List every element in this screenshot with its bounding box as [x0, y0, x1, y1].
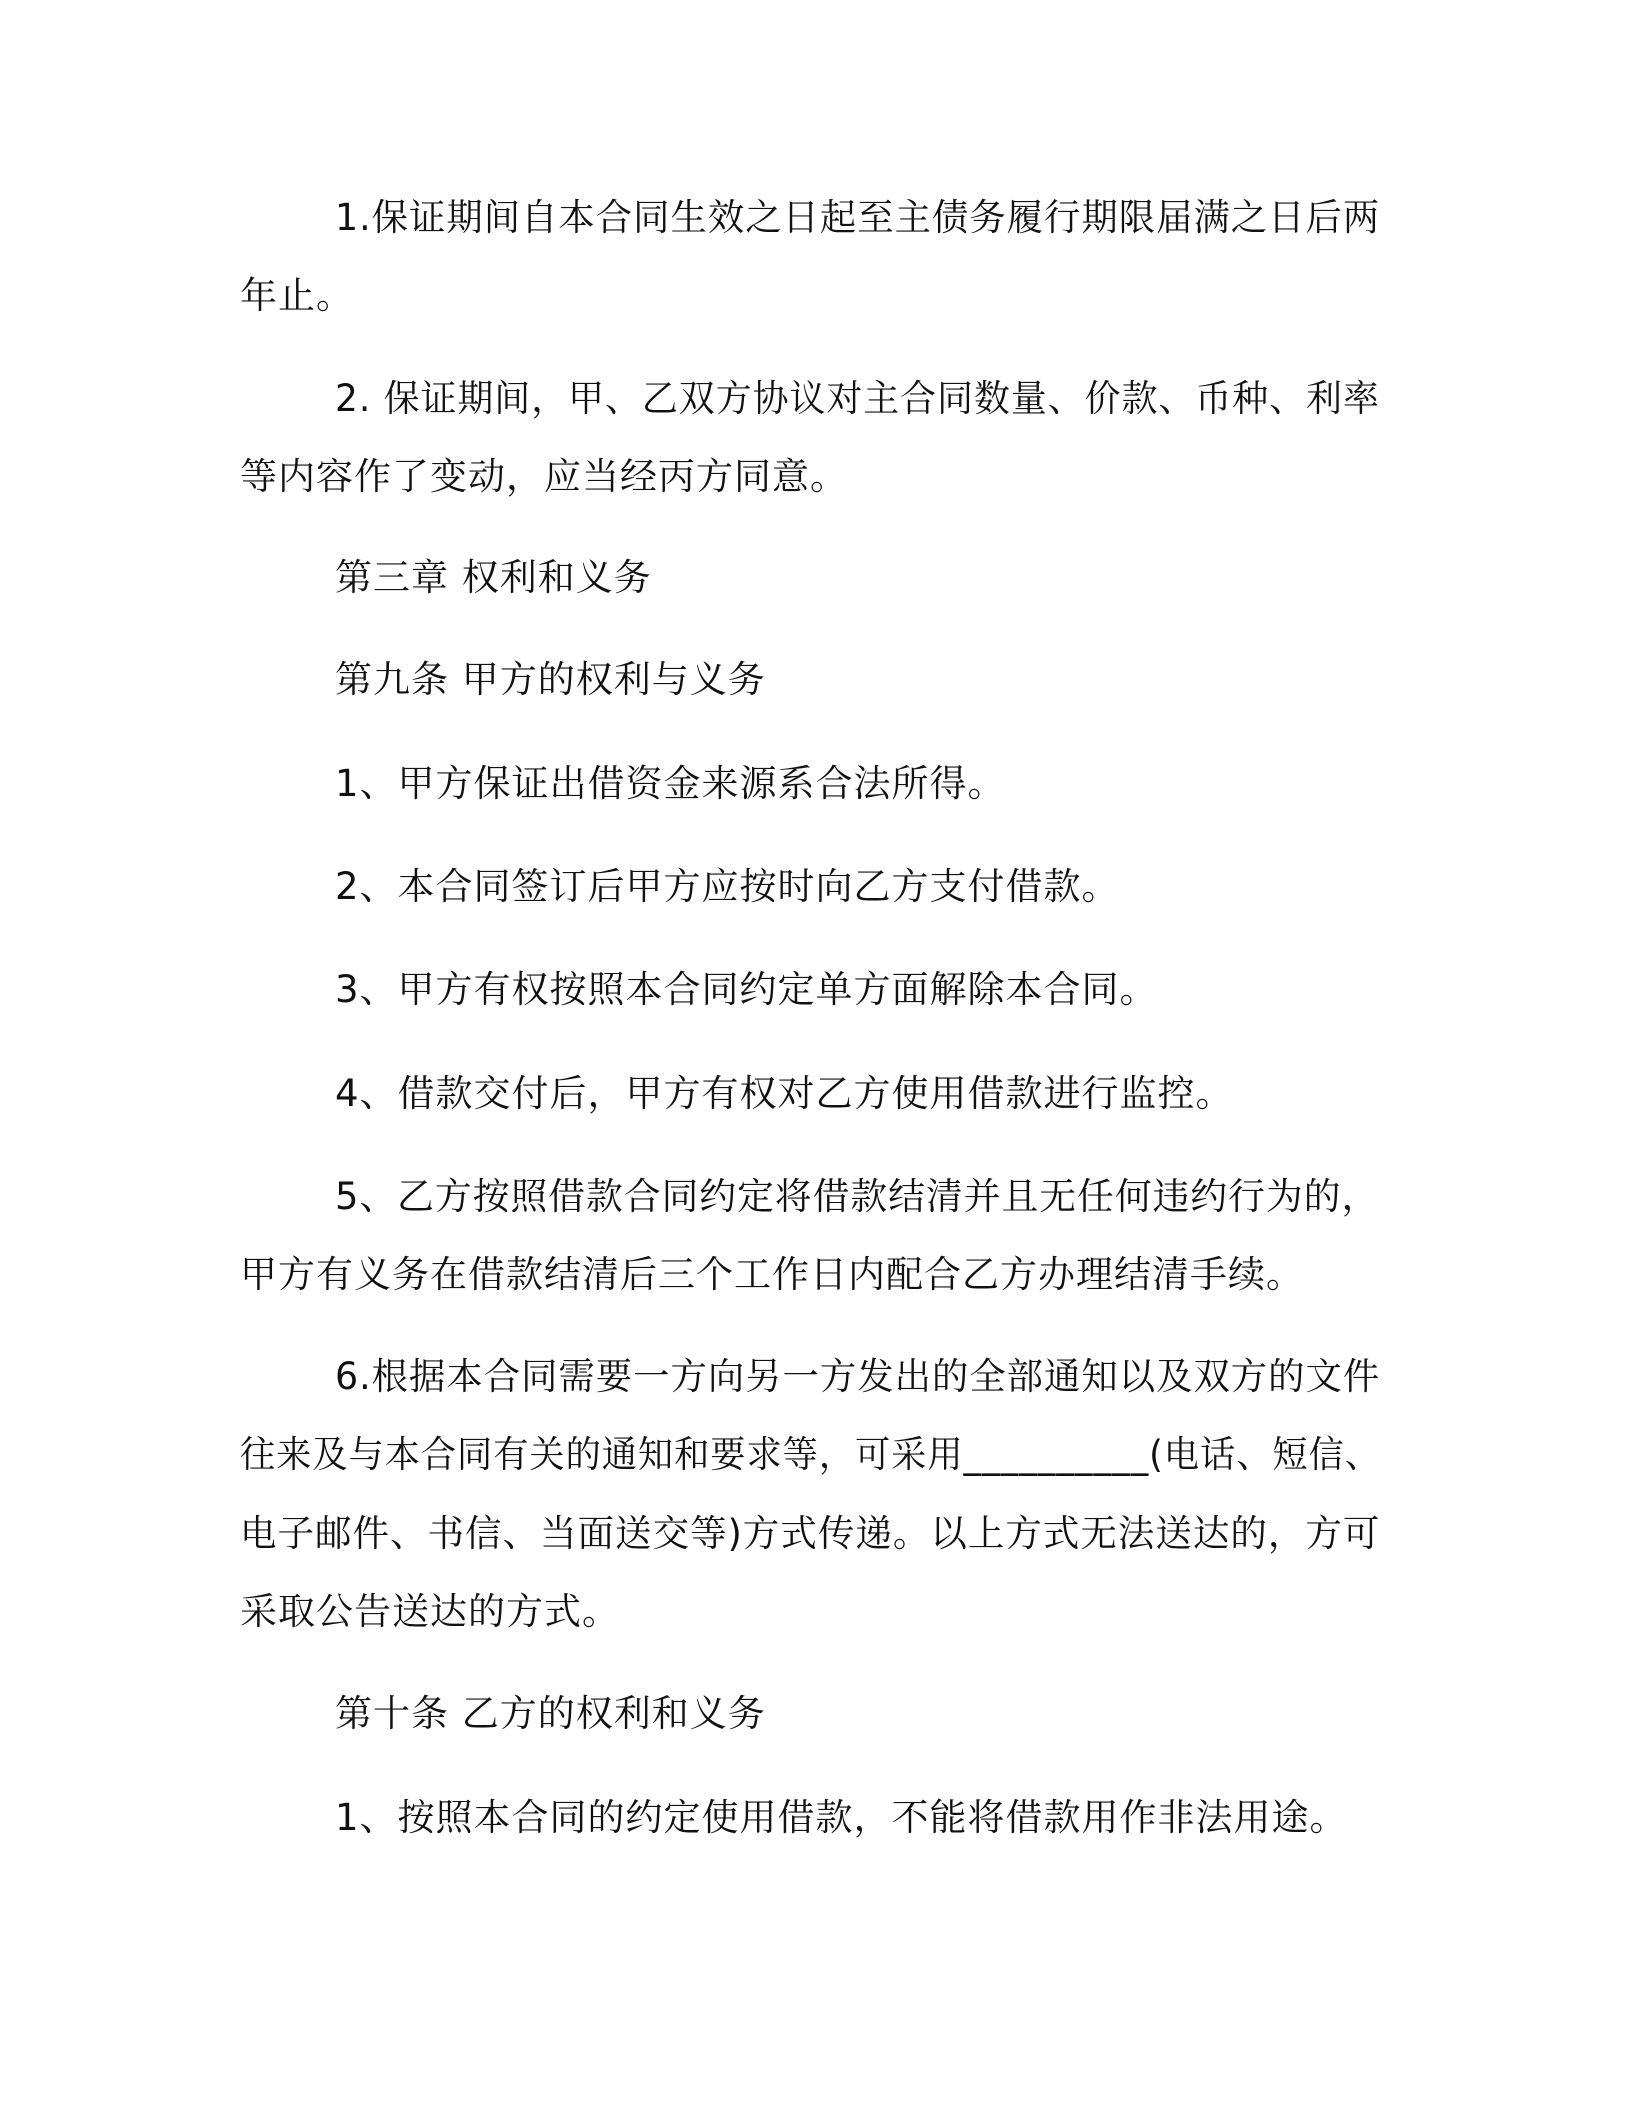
paragraph-line: 电子邮件、书信、当面送交等)方式传递。以上方式无法送达的，方可: [240, 1512, 1381, 1555]
paragraph-line: 年止。: [240, 274, 354, 317]
paragraph-line: 1.保证期间自本合同生效之日起至主债务履行期限届满之日后两: [335, 196, 1381, 239]
list-item: 2、本合同签订后甲方应按时向乙方支付借款。: [335, 865, 1120, 908]
paragraph-line: 采取公告送达的方式。: [240, 1590, 620, 1633]
list-item: 4、借款交付后，甲方有权对乙方使用借款进行监控。: [335, 1072, 1234, 1115]
article-heading: 第十条 乙方的权利和义务: [335, 1692, 766, 1735]
list-item: 6.根据本合同需要一方向另一方发出的全部通知以及双方的文件: [335, 1355, 1381, 1398]
chapter-heading: 第三章 权利和义务: [335, 556, 652, 599]
list-item: 3、甲方有权按照本合同约定单方面解除本合同。: [335, 968, 1158, 1011]
list-item: 1、甲方保证出借资金来源系合法所得。: [335, 762, 1006, 805]
list-item: 5、乙方按照借款合同约定将借款结清并且无任何违约行为的，: [335, 1175, 1380, 1218]
paragraph-line: 2. 保证期间，甲、乙双方协议对主合同数量、价款、币种、利率: [335, 377, 1380, 420]
paragraph-line: 甲方有义务在借款结清后三个工作日内配合乙方办理结清手续。: [240, 1253, 1304, 1296]
article-heading: 第九条 甲方的权利与义务: [335, 658, 766, 701]
paragraph-line: 等内容作了变动，应当经丙方同意。: [240, 455, 848, 498]
list-item: 1、按照本合同的约定使用借款，不能将借款用作非法用途。: [335, 1796, 1348, 1839]
paragraph-line: 往来及与本合同有关的通知和要求等，可采用__________(电话、短信、: [240, 1433, 1381, 1476]
